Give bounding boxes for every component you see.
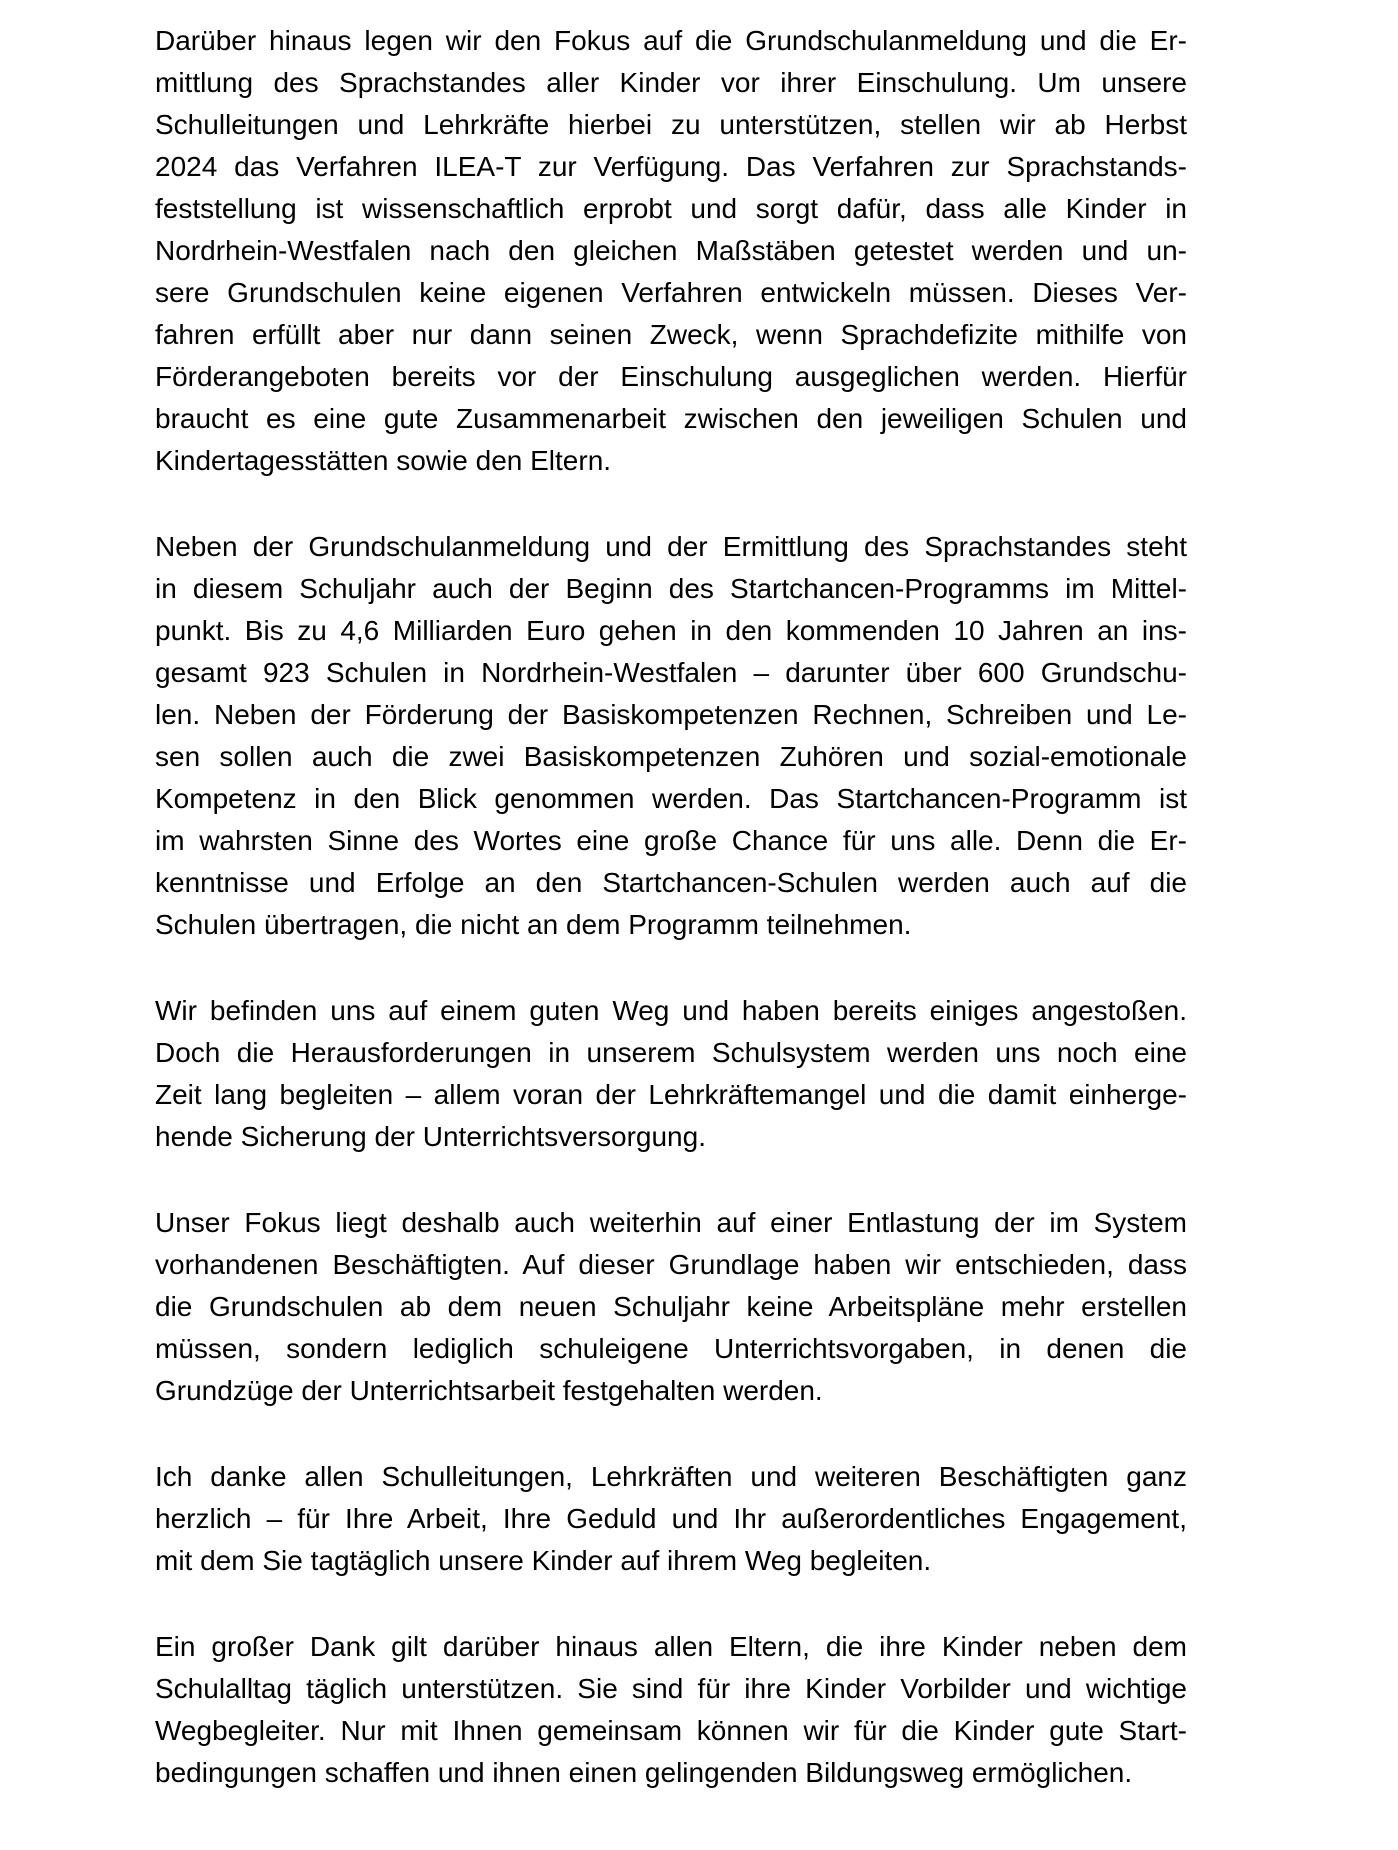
text-line: Ein großer Dank gilt darüber hinaus allen Eltern, die ihre Kinder neben dem	[155, 1631, 1187, 1662]
text-line: braucht es eine gute Zusammenarbeit zwischen den jeweiligen Schulen und	[155, 403, 1187, 434]
text-line: mit dem Sie tagtäglich unsere Kinder auf ihrem Weg begleiten.	[155, 1545, 932, 1576]
paragraph	[155, 990, 1187, 1158]
text-line: die Grundschulen ab dem neuen Schuljahr keine Arbeitspläne mehr erstellen	[155, 1291, 1187, 1322]
text-line: sere Grundschulen keine eigenen Verfahren entwickeln müssen. Dieses Ver-	[155, 277, 1187, 308]
text-line: Förderangeboten bereits vor der Einschulung ausgeglichen werden. Hierfür	[155, 361, 1187, 392]
text-line: vorhandenen Beschäftigten. Auf dieser Grundlage haben wir entschieden, dass	[155, 1249, 1187, 1280]
paragraph	[155, 1456, 1187, 1582]
text-line: Kindertagesstätten sowie den Eltern.	[155, 445, 612, 476]
text-line: Zeit lang begleiten – allem voran der Lehrkräftemangel und die damit einherge-	[155, 1079, 1187, 1110]
text-line: bedingungen schaffen und ihnen einen gelingenden Bildungsweg ermöglichen.	[155, 1757, 1133, 1788]
text-line: Ich danke allen Schulleitungen, Lehrkräften und weiteren Beschäftigten ganz	[155, 1461, 1187, 1492]
paragraph	[155, 1202, 1187, 1412]
text-line: in diesem Schuljahr auch der Beginn des Startchancen-Programms im Mittel-	[155, 573, 1187, 604]
text-line: Wegbegleiter. Nur mit Ihnen gemeinsam können wir für die Kinder gute Start-	[155, 1715, 1187, 1746]
text-line: Kompetenz in den Blick genommen werden. Das Startchancen-Programm ist	[155, 783, 1187, 814]
text-line: Wir befinden uns auf einem guten Weg und haben bereits einiges angestoßen.	[155, 995, 1187, 1026]
paragraph	[155, 1626, 1187, 1794]
text-line: Schulalltag täglich unterstützen. Sie sind für ihre Kinder Vorbilder und wichtige	[155, 1673, 1187, 1704]
text-line: Doch die Herausforderungen in unserem Schulsystem werden uns noch eine	[155, 1037, 1187, 1068]
text-block	[155, 20, 1187, 1838]
paragraph	[155, 526, 1187, 946]
text-line: hende Sicherung der Unterrichtsversorgung.	[155, 1121, 706, 1152]
text-line: gesamt 923 Schulen in Nordrhein-Westfalen – darunter über 600 Grundschu-	[155, 657, 1187, 688]
text-line: Unser Fokus liegt deshalb auch weiterhin auf einer Entlastung der im System	[155, 1207, 1187, 1238]
paragraph	[155, 20, 1187, 482]
text-line: fahren erfüllt aber nur dann seinen Zweck, wenn Sprachdefizite mithilfe von	[155, 319, 1187, 350]
text-line: herzlich – für Ihre Arbeit, Ihre Geduld und Ihr außerordentliches Engagement,	[155, 1503, 1187, 1534]
text-line: Schulen übertragen, die nicht an dem Programm teilnehmen.	[155, 909, 912, 940]
text-line: Darüber hinaus legen wir den Fokus auf die Grundschulanmeldung und die Er-	[155, 25, 1187, 56]
text-line: len. Neben der Förderung der Basiskompetenzen Rechnen, Schreiben und Le-	[155, 699, 1187, 730]
text-line: sen sollen auch die zwei Basiskompetenzen Zuhören und sozial-emotionale	[155, 741, 1187, 772]
text-line: müssen, sondern lediglich schuleigene Unterrichtsvorgaben, in denen die	[155, 1333, 1187, 1364]
text-line: feststellung ist wissenschaftlich erprobt und sorgt dafür, dass alle Kinder in	[155, 193, 1187, 224]
text-line: im wahrsten Sinne des Wortes eine große Chance für uns alle. Denn die Er-	[155, 825, 1187, 856]
text-line: kenntnisse und Erfolge an den Startchancen-Schulen werden auch auf die	[155, 867, 1187, 898]
text-line: Grundzüge der Unterrichtsarbeit festgehalten werden.	[155, 1375, 823, 1406]
text-line: mittlung des Sprachstandes aller Kinder vor ihrer Einschulung. Um unsere	[155, 67, 1187, 98]
text-line: punkt. Bis zu 4,6 Milliarden Euro gehen in den kommenden 10 Jahren an ins-	[155, 615, 1187, 646]
text-line: Neben der Grundschulanmeldung und der Ermittlung des Sprachstandes steht	[155, 531, 1187, 562]
text-line: 2024 das Verfahren ILEA-T zur Verfügung. Das Verfahren zur Sprachstands-	[155, 151, 1187, 182]
text-line: Schulleitungen und Lehrkräfte hierbei zu unterstützen, stellen wir ab Herbst	[155, 109, 1187, 140]
text-line: Nordrhein-Westfalen nach den gleichen Maßstäben getestet werden und un-	[155, 235, 1187, 266]
